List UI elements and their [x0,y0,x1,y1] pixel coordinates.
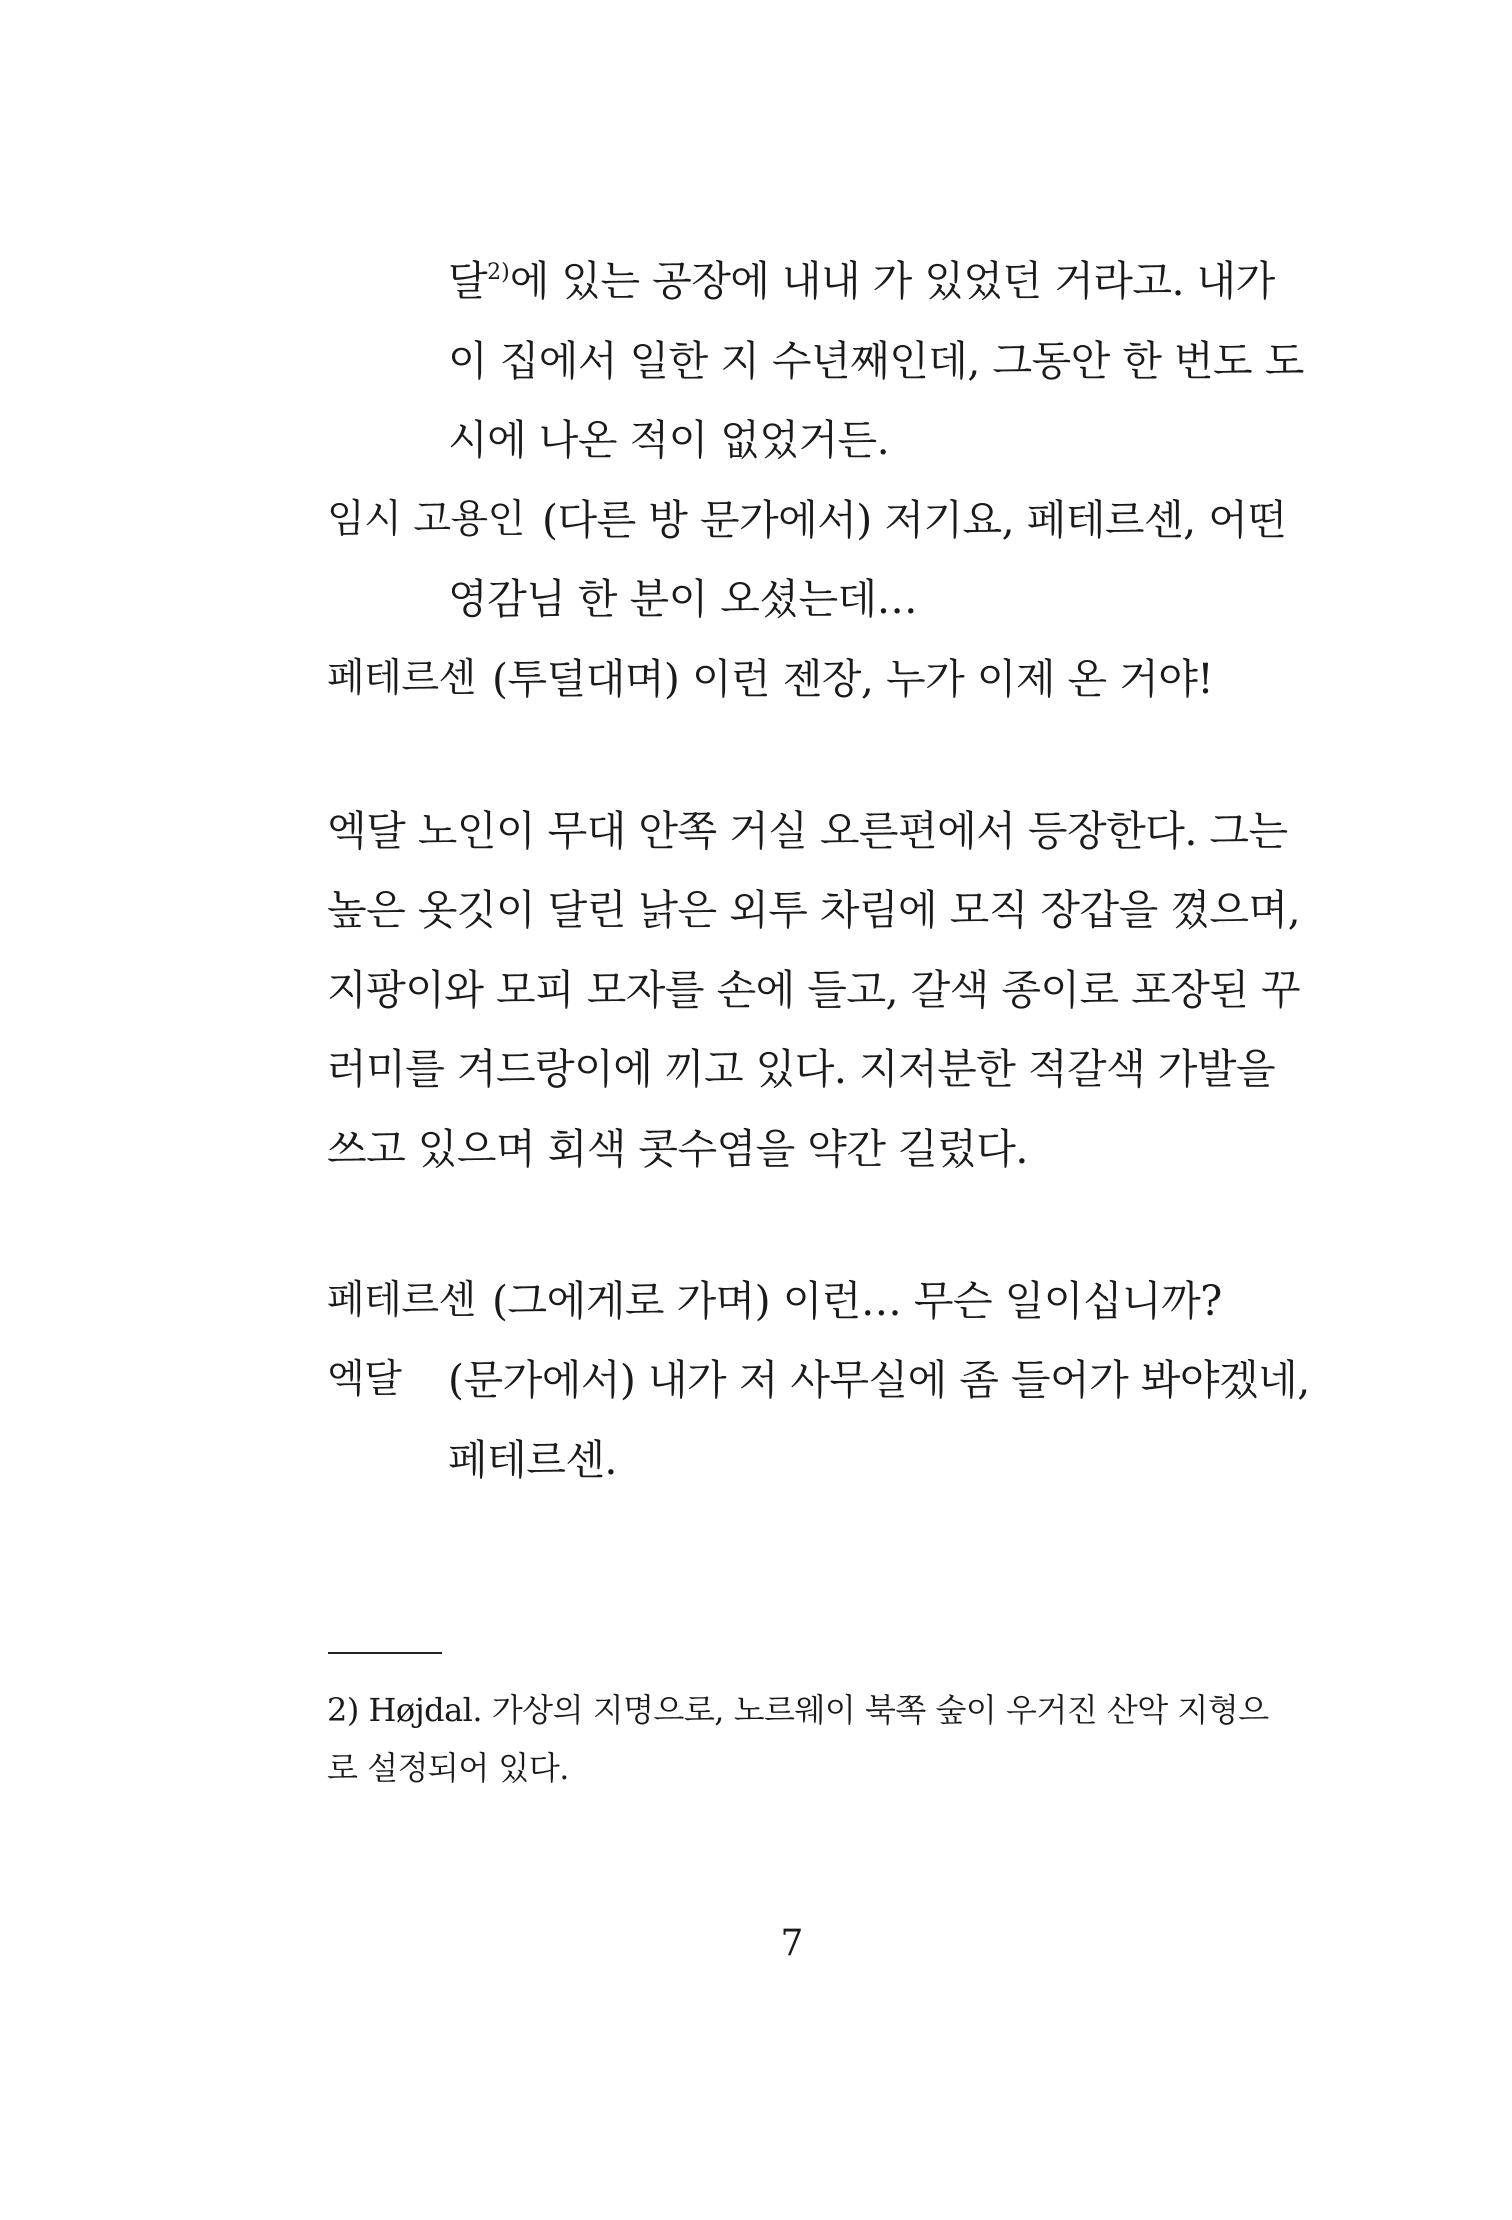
dialogue-text: 에 있는 공장에 내내 가 있었던 거라고. 내가 [509,257,1275,305]
speaker-name: 임시 고용인 [327,497,525,542]
stage-direction-line: 높은 옷깃이 달린 낡은 외투 차림에 모직 장갑을 꼈으며, [327,886,1301,934]
stage-direction-line: 엑달 노인이 무대 안쪽 거실 오른편에서 등장한다. 그는 [327,807,1288,855]
dialogue-continuation-line-3: 시에 나온 적이 없었거든. [448,416,890,464]
dialogue-line: (문가에서) 내가 저 사무실에 좀 들어가 봐야겠네, [448,1356,1310,1404]
dialogue-line: (투덜대며) 이런 젠장, 누가 이제 온 거야! [492,655,1214,703]
dialogue-continuation-line-2: 이 집에서 일한 지 수년째인데, 그동안 한 번도 도 [448,337,1304,385]
dialogue-text: 달 [448,257,488,305]
dialogue-line: 영감님 한 분이 오셨는데… [448,575,918,623]
footnote-line: 2) Højdal. 가상의 지명으로, 노르웨이 북쪽 숲이 우거진 산악 지형으 [327,1691,1269,1729]
stage-direction-line: 러미를 겨드랑이에 끼고 있다. 지저분한 적갈색 가발을 [327,1045,1276,1093]
speaker-name: 엑달 [327,1357,402,1402]
dialogue-continuation-line-1 [448,256,1275,314]
stage-direction-line: 쓰고 있으며 회색 콧수염을 약간 길렀다. [327,1125,1028,1173]
speaker-name: 페테르센 [327,1278,476,1323]
footnote-divider [328,1652,442,1654]
stage-direction-line: 지팡이와 모피 모자를 손에 들고, 갈색 종이로 포장된 꾸 [327,966,1301,1014]
dialogue-line: (그에게로 가며) 이런… 무슨 일이십니까? [492,1277,1222,1325]
footnote-line: 로 설정되어 있다. [327,1749,569,1787]
page-number: 7 [780,1923,804,1964]
dialogue-line: (다른 방 문가에서) 저기요, 페테르센, 어떤 [542,496,1287,544]
footnote-reference: 2) [487,260,510,285]
speaker-name: 페테르센 [327,656,476,701]
dialogue-line: 페테르센. [448,1436,617,1484]
